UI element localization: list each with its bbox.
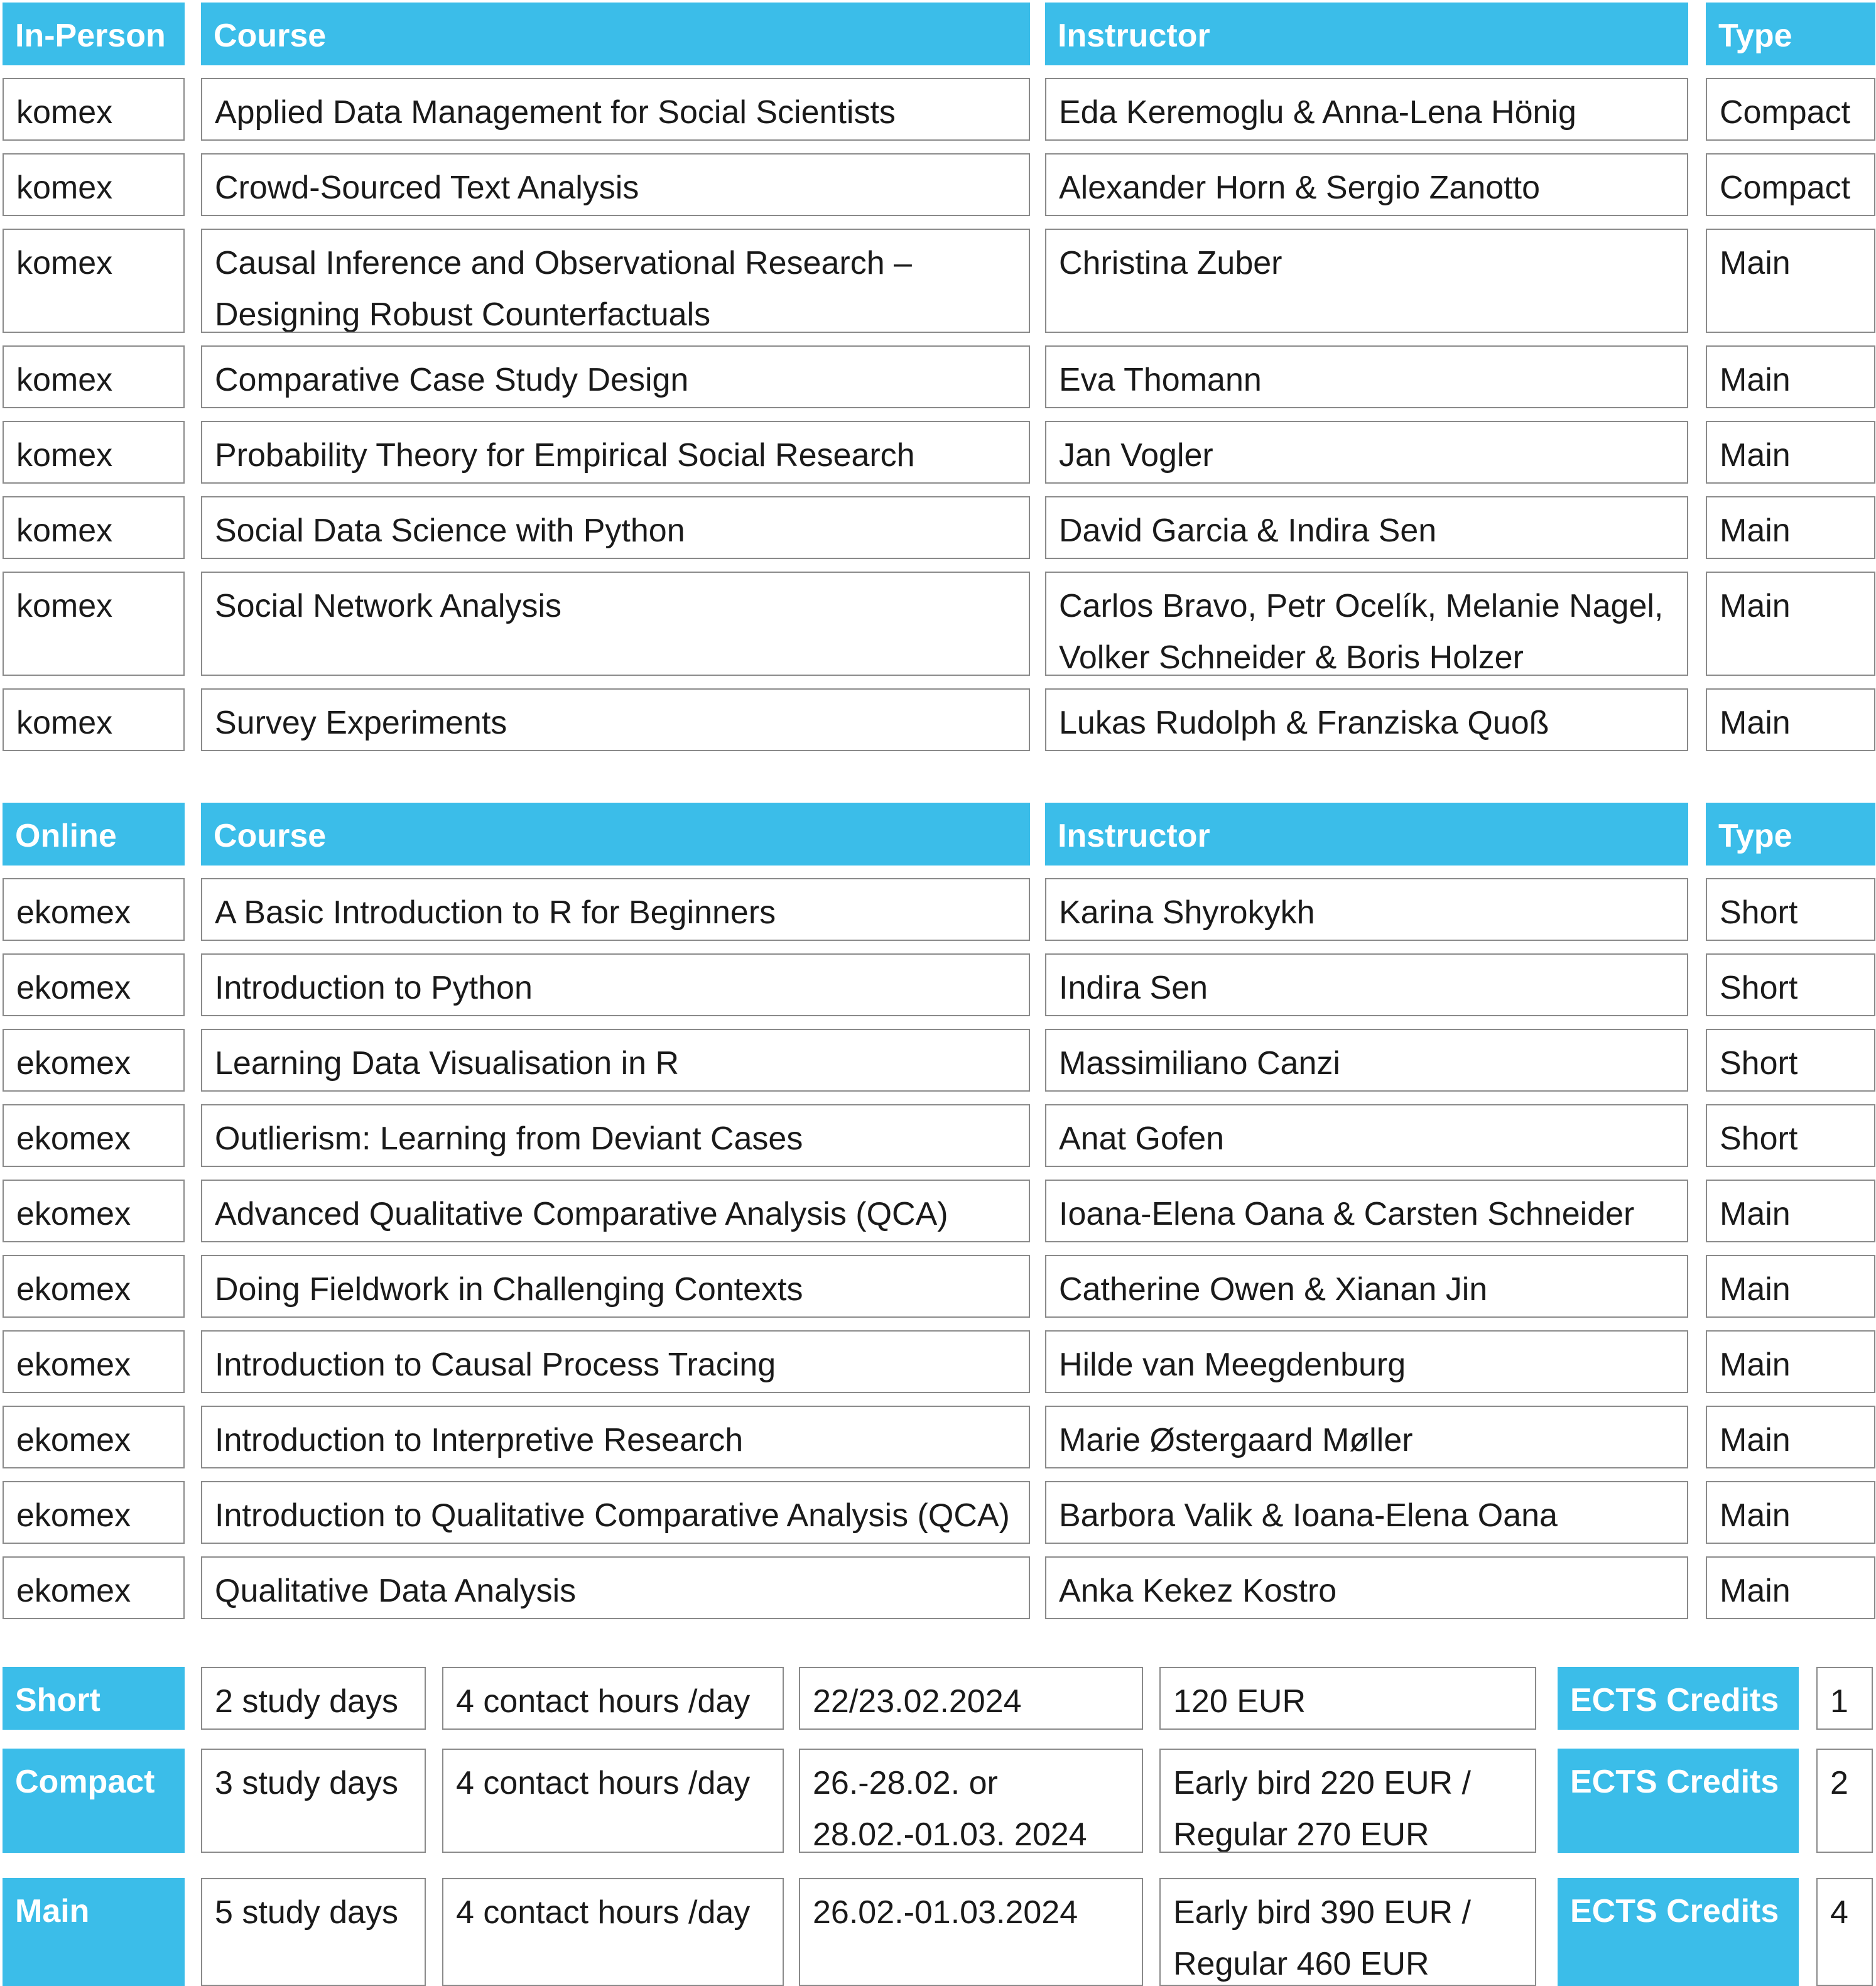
online-row-course: Advanced Qualitative Comparative Analysis (QCA): [201, 1180, 1030, 1242]
in_person-row-course: Probability Theory for Empirical Social Research: [201, 421, 1030, 484]
in_person-row-instructor: Jan Vogler: [1045, 421, 1688, 484]
online-row-instructor: Anka Kekez Kostro: [1045, 1556, 1688, 1619]
online-row-course: Learning Data Visualisation in R: [201, 1029, 1030, 1092]
format-type: Main: [3, 1878, 185, 1986]
online-row-code: ekomex: [3, 1104, 185, 1167]
in_person-row-code: komex: [3, 572, 185, 676]
in_person-row-code: komex: [3, 496, 185, 559]
online-row-instructor: Anat Gofen: [1045, 1104, 1688, 1167]
in_person-instructor-header: Instructor: [1045, 3, 1688, 65]
online-row-code: ekomex: [3, 953, 185, 1016]
online-row-course: Outlierism: Learning from Deviant Cases: [201, 1104, 1030, 1167]
online-row-course: Introduction to Interpretive Research: [201, 1406, 1030, 1468]
in_person-row-code: komex: [3, 153, 185, 216]
in_person-row-instructor: Alexander Horn & Sergio Zanotto: [1045, 153, 1688, 216]
online-row-code: ekomex: [3, 1180, 185, 1242]
in_person-section-header: In-Person: [3, 3, 185, 65]
online-row-type: Main: [1706, 1406, 1875, 1468]
online-row-code: ekomex: [3, 1029, 185, 1092]
format-hours: 4 contact hours /day: [442, 1667, 784, 1730]
in_person-row-course: Social Network Analysis: [201, 572, 1030, 676]
format-fee: Early bird 390 EUR / Regular 460 EUR: [1159, 1878, 1536, 1986]
in_person-row-code: komex: [3, 78, 185, 141]
ects-label: ECTS Credits: [1558, 1749, 1799, 1853]
in_person-row-course: Comparative Case Study Design: [201, 345, 1030, 408]
online-row-course: Introduction to Qualitative Comparative Analysis (QCA): [201, 1481, 1030, 1544]
in_person-row-code: komex: [3, 229, 185, 333]
format-hours: 4 contact hours /day: [442, 1878, 784, 1986]
online-row-instructor: Ioana-Elena Oana & Carsten Schneider: [1045, 1180, 1688, 1242]
online-row-type: Main: [1706, 1481, 1875, 1544]
ects-value: 1: [1816, 1667, 1873, 1730]
online-row-instructor: Marie Østergaard Møller: [1045, 1406, 1688, 1468]
in_person-row-course: Social Data Science with Python: [201, 496, 1030, 559]
in_person-row-course: Survey Experiments: [201, 688, 1030, 751]
online-row-type: Short: [1706, 953, 1875, 1016]
in_person-row-instructor: Lukas Rudolph & Franziska Quoß: [1045, 688, 1688, 751]
in_person-type-header: Type: [1706, 3, 1875, 65]
online-row-instructor: Massimiliano Canzi: [1045, 1029, 1688, 1092]
format-type: Short: [3, 1667, 185, 1730]
in_person-row-code: komex: [3, 688, 185, 751]
online-type-header: Type: [1706, 803, 1875, 865]
online-row-code: ekomex: [3, 1330, 185, 1393]
online-row-type: Main: [1706, 1330, 1875, 1393]
online-row-code: ekomex: [3, 1255, 185, 1318]
online-row-course: Introduction to Causal Process Tracing: [201, 1330, 1030, 1393]
online-row-code: ekomex: [3, 1556, 185, 1619]
in_person-row-course: Causal Inference and Observational Research – Designing Robust Counterfactuals: [201, 229, 1030, 333]
format-dates: 26.02.-01.03.2024: [799, 1878, 1143, 1986]
in_person-row-type: Main: [1706, 688, 1875, 751]
online-row-type: Short: [1706, 1029, 1875, 1092]
format-hours: 4 contact hours /day: [442, 1749, 784, 1853]
online-instructor-header: Instructor: [1045, 803, 1688, 865]
in_person-course-header: Course: [201, 3, 1030, 65]
in_person-row-instructor: Eva Thomann: [1045, 345, 1688, 408]
online-row-code: ekomex: [3, 878, 185, 941]
in_person-row-type: Main: [1706, 572, 1875, 676]
format-type: Compact: [3, 1749, 185, 1853]
in_person-row-type: Main: [1706, 229, 1875, 333]
in_person-row-type: Compact: [1706, 153, 1875, 216]
online-row-type: Main: [1706, 1255, 1875, 1318]
online-row-code: ekomex: [3, 1481, 185, 1544]
in_person-row-course: Applied Data Management for Social Scientists: [201, 78, 1030, 141]
ects-value: 4: [1816, 1878, 1873, 1986]
online-section-header: Online: [3, 803, 185, 865]
online-row-course: A Basic Introduction to R for Beginners: [201, 878, 1030, 941]
format-days: 3 study days: [201, 1749, 426, 1853]
format-days: 2 study days: [201, 1667, 426, 1730]
online-row-type: Main: [1706, 1180, 1875, 1242]
online-row-code: ekomex: [3, 1406, 185, 1468]
in_person-row-code: komex: [3, 345, 185, 408]
online-row-instructor: Hilde van Meegdenburg: [1045, 1330, 1688, 1393]
online-row-instructor: Indira Sen: [1045, 953, 1688, 1016]
format-days: 5 study days: [201, 1878, 426, 1986]
ects-label: ECTS Credits: [1558, 1878, 1799, 1986]
online-row-course: Qualitative Data Analysis: [201, 1556, 1030, 1619]
in_person-row-instructor: Eda Keremoglu & Anna-Lena Hönig: [1045, 78, 1688, 141]
format-fee: 120 EUR: [1159, 1667, 1536, 1730]
online-row-instructor: Catherine Owen & Xianan Jin: [1045, 1255, 1688, 1318]
in_person-row-code: komex: [3, 421, 185, 484]
in_person-row-instructor: Christina Zuber: [1045, 229, 1688, 333]
online-course-header: Course: [201, 803, 1030, 865]
format-fee: Early bird 220 EUR / Regular 270 EUR: [1159, 1749, 1536, 1853]
in_person-row-type: Main: [1706, 496, 1875, 559]
online-row-instructor: Barbora Valik & Ioana-Elena Oana: [1045, 1481, 1688, 1544]
ects-value: 2: [1816, 1749, 1873, 1853]
online-row-type: Short: [1706, 1104, 1875, 1167]
ects-label: ECTS Credits: [1558, 1667, 1799, 1730]
in_person-row-instructor: David Garcia & Indira Sen: [1045, 496, 1688, 559]
in_person-row-type: Main: [1706, 345, 1875, 408]
online-row-type: Short: [1706, 878, 1875, 941]
in_person-row-type: Main: [1706, 421, 1875, 484]
in_person-row-instructor: Carlos Bravo, Petr Ocelík, Melanie Nagel, Volker Schneider & Boris Holzer: [1045, 572, 1688, 676]
online-row-instructor: Karina Shyrokykh: [1045, 878, 1688, 941]
online-row-course: Introduction to Python: [201, 953, 1030, 1016]
in_person-row-type: Compact: [1706, 78, 1875, 141]
in_person-row-course: Crowd-Sourced Text Analysis: [201, 153, 1030, 216]
online-row-type: Main: [1706, 1556, 1875, 1619]
format-dates: 22/23.02.2024: [799, 1667, 1143, 1730]
online-row-course: Doing Fieldwork in Challenging Contexts: [201, 1255, 1030, 1318]
format-dates: 26.-28.02. or 28.02.-01.03. 2024: [799, 1749, 1143, 1853]
